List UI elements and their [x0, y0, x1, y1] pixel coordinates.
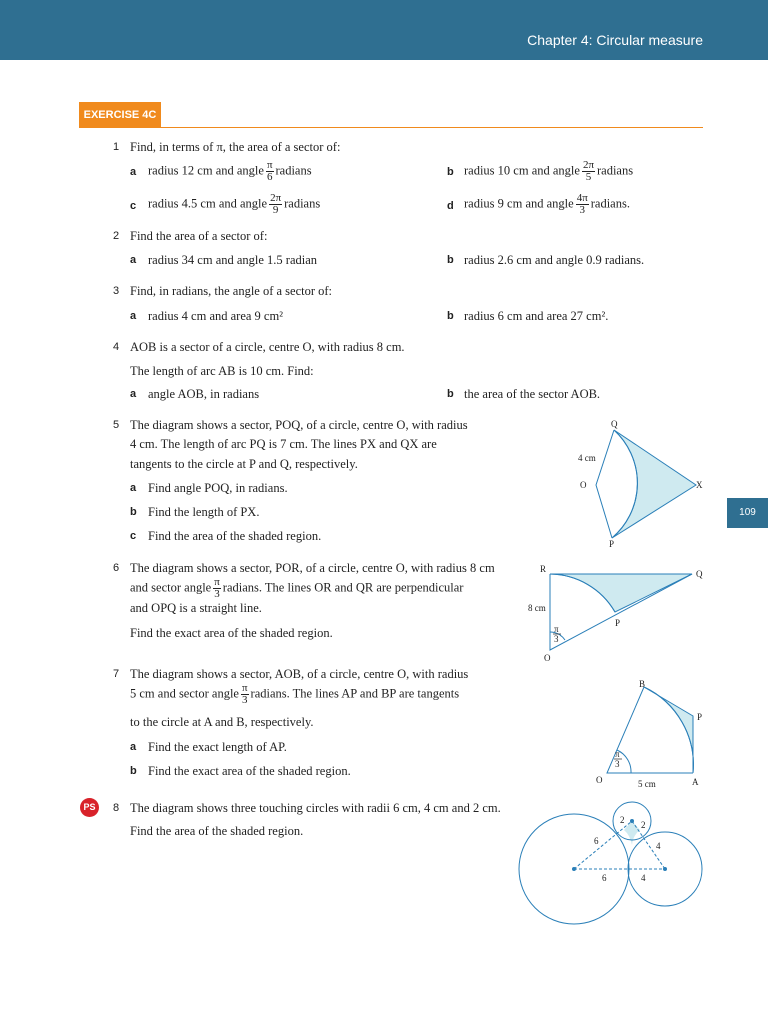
q7-arc: [644, 687, 693, 773]
q8-number: 8: [113, 802, 120, 814]
q6-label-r: R: [540, 564, 547, 574]
q5-label-radius: 4 cm: [578, 453, 596, 463]
q7a-letter: a: [130, 741, 137, 753]
q7a-text: Find the exact length of AP.: [148, 740, 287, 754]
q1-number: 1: [113, 141, 120, 153]
page-number: 109: [727, 498, 768, 528]
q4-line2: The length of arc AB is 10 cm. Find:: [130, 364, 314, 378]
q1c-text: radius 4.5 cm and angle $\frac{2\pi}{9}$ radians: [148, 192, 321, 216]
q7-label-o: O: [596, 775, 603, 785]
q8-label-2b: 2: [641, 820, 646, 830]
exercise-rule: [161, 127, 703, 128]
q6-angle-den: 3: [554, 634, 559, 644]
exercise-tag: EXERCISE 4C: [79, 102, 161, 128]
q1b-text: radius 10 cm and angle $\frac{2\pi}{5}$ radians: [464, 159, 634, 183]
q1b-letter: b: [447, 166, 454, 178]
q8-line1: The diagram shows three touching circles with radii 6 cm, 4 cm and 2 cm.: [130, 801, 501, 815]
q1c-letter: c: [130, 200, 137, 212]
q7-angle-num: π: [615, 749, 620, 759]
q6-line3: and OPQ is a straight line.: [130, 601, 262, 615]
q5-shaded-region: [612, 430, 696, 538]
q4a-letter: a: [130, 388, 137, 400]
q6-diagram: [520, 560, 710, 670]
chapter-header: [0, 0, 768, 60]
q7-line3: to the circle at A and B, respectively.: [130, 715, 314, 729]
q5-diagram: [570, 410, 710, 555]
q8-shaded-region: [624, 821, 640, 845]
q8-centre-4: [663, 867, 667, 871]
q4b-text: the area of the sector AOB.: [464, 387, 601, 401]
q6-angle-num: π: [554, 624, 559, 634]
q5a-letter: a: [130, 482, 137, 494]
q6-line2: and sector angle $\frac{\pi}{3}$ radians. The lines OR and QR are perpendicular: [130, 576, 464, 600]
q6-line4: Find the exact area of the shaded region.: [130, 626, 333, 640]
q6-label-p: P: [615, 618, 621, 628]
q1a-text: radius 12 cm and angle $\frac{\pi}{6}$ radians: [148, 159, 312, 183]
q2b-letter: b: [447, 254, 454, 266]
q5-label-q: Q: [611, 419, 618, 429]
q7-line2: 5 cm and sector angle $\frac{\pi}{3}$ radians. The lines AP and BP are tangents: [130, 682, 460, 706]
q7-label-a: A: [692, 777, 699, 787]
q7-label-radius: 5 cm: [638, 779, 656, 789]
q8-centre-6: [572, 867, 576, 871]
q5-line1: The diagram shows a sector, POQ, of a circle, centre O, with radius: [130, 418, 468, 432]
q8-centre-2: [630, 819, 634, 823]
q8-label-4b: 4: [641, 873, 646, 883]
q4b-letter: b: [447, 388, 454, 400]
q7b-text: Find the exact area of the shaded region.: [148, 764, 351, 778]
q7b-letter: b: [130, 765, 137, 777]
q3a-text: radius 4 cm and area 9 cm²: [148, 309, 283, 323]
q2a-letter: a: [130, 254, 137, 266]
q8-label-6a: 6: [594, 836, 599, 846]
problem-solving-badge: PS: [80, 798, 99, 817]
q5a-text: Find angle POQ, in radians.: [148, 481, 288, 495]
q2a-text: radius 34 cm and angle 1.5 radian: [148, 253, 318, 267]
chapter-title: Chapter 4: Circular measure: [527, 32, 703, 48]
q6-line1: The diagram shows a sector, POR, of a circle, centre O, with radius 8 cm: [130, 561, 495, 575]
q2b-text: radius 2.6 cm and angle 0.9 radians.: [464, 253, 645, 267]
q8-diagram: [515, 795, 715, 950]
q6-number: 6: [113, 562, 120, 574]
q7-number: 7: [113, 668, 120, 680]
q3-number: 3: [113, 285, 120, 297]
q4a-text: angle AOB, in radians: [148, 387, 260, 401]
q8-label-6b: 6: [602, 873, 607, 883]
q3a-letter: a: [130, 310, 137, 322]
q5-label-o: O: [580, 480, 587, 490]
q5-label-p: P: [609, 539, 615, 549]
q8-label-4a: 4: [656, 841, 661, 851]
q6-label-radius: 8 cm: [528, 603, 546, 613]
q8-line2: Find the area of the shaded region.: [130, 824, 304, 838]
q7-diagram: [590, 675, 710, 795]
q7-angle-den: 3: [615, 759, 620, 769]
q3b-text: radius 6 cm and area 27 cm².: [464, 309, 609, 323]
q5-line3: tangents to the circle at P and Q, respectively.: [130, 457, 358, 471]
q4-number: 4: [113, 341, 120, 353]
q8-label-2a: 2: [620, 815, 625, 825]
q1d-letter: d: [447, 200, 454, 212]
q5c-letter: c: [130, 530, 137, 542]
q6-label-q: Q: [696, 569, 703, 579]
q3b-letter: b: [447, 310, 454, 322]
q1a-letter: a: [130, 166, 137, 178]
q5b-letter: b: [130, 506, 137, 518]
q7-line1: The diagram shows a sector, AOB, of a circle, centre O, with radius: [130, 667, 469, 681]
q2-stem: Find the area of a sector of:: [130, 229, 268, 243]
q5-line2: 4 cm. The length of arc PQ is 7 cm. The lines PX and QX are: [130, 437, 437, 451]
q6-shaded-region: [550, 574, 692, 612]
q5c-text: Find the area of the shaded region.: [148, 529, 322, 543]
q7-radii: [607, 687, 693, 773]
q5-label-x: X: [696, 480, 703, 490]
q7-label-b: B: [639, 679, 646, 689]
q6-label-o: O: [544, 653, 551, 663]
q1-stem: Find, in terms of π, the area of a sector of:: [130, 140, 341, 154]
q4-line1: AOB is a sector of a circle, centre O, with radius 8 cm.: [130, 340, 405, 354]
q3-stem: Find, in radians, the angle of a sector of:: [130, 284, 333, 298]
q5b-text: Find the length of PX.: [148, 505, 260, 519]
q2-number: 2: [113, 230, 120, 242]
q5-number: 5: [113, 419, 120, 431]
q7-label-p: P: [697, 712, 703, 722]
q1d-text: radius 9 cm and angle $\frac{4\pi}{3}$ radians.: [464, 192, 630, 216]
q5-radii: [596, 430, 614, 538]
